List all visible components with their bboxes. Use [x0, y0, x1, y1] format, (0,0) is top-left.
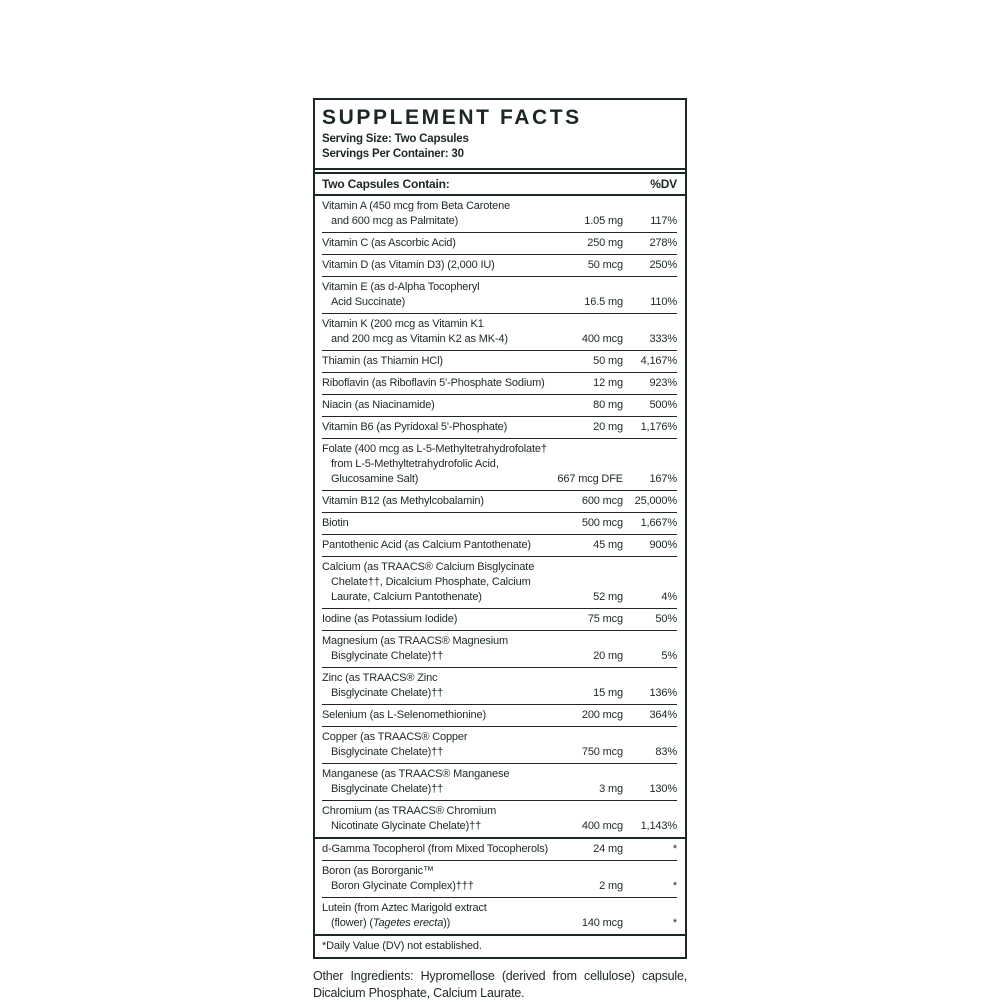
nutrient-amount: 45 mg [593, 539, 623, 551]
table-row [322, 372, 677, 394]
nutrient-name: d-Gamma Tocopherol (from Mixed Tocopherols) [322, 843, 549, 855]
table-row [322, 897, 677, 934]
nutrient-dv: * [672, 880, 677, 892]
nutrient-name: Vitamin E (as d-Alpha Tocopheryl Acid Succinate) [322, 281, 480, 308]
table-row [322, 512, 677, 534]
table-row [322, 254, 677, 276]
table-row [322, 196, 677, 232]
table-row [322, 394, 677, 416]
nutrient-dv: 4% [661, 591, 677, 603]
table-row [322, 630, 677, 667]
nutrient-name: Vitamin B6 (as Pyridoxal 5'-Phosphate) [322, 421, 508, 433]
nutrient-name: Manganese (as TRAACS® Manganese Bisglycinate Chelate)†† [322, 768, 510, 795]
panel-header [315, 100, 685, 165]
table-row [322, 490, 677, 512]
nutrient-dv: 278% [649, 237, 677, 249]
nutrient-name: Vitamin D (as Vitamin D3) (2,000 IU) [322, 259, 495, 271]
nutrient-dv: 5% [661, 650, 677, 662]
dv-footnote: *Daily Value (DV) not established. [322, 940, 482, 952]
nutrient-name: Folate (400 mcg as L-5-Methyltetrahydrofolate† from L-5-Methyltetrahydrofolic Acid, Glucosamine Salt) [322, 443, 547, 485]
nutrient-name: Copper (as TRAACS® Copper Bisglycinate Chelate)†† [322, 731, 468, 758]
nutrient-amount: 80 mg [593, 399, 623, 411]
nutrient-name: Vitamin B12 (as Methylcobalamin) [322, 495, 484, 507]
table-row [322, 276, 677, 313]
nutrient-name: Lutein (from Aztec Marigold extract (flower) (Tagetes erecta)) [322, 902, 487, 929]
nutrient-name: Magnesium (as TRAACS® Magnesium Bisglycinate Chelate)†† [322, 635, 509, 662]
nutrient-table [315, 196, 685, 837]
table-row [322, 416, 677, 438]
nutrient-amount: 15 mg [593, 687, 623, 699]
no-dv-table [315, 839, 685, 934]
nutrient-name: Riboflavin (as Riboflavin 5'-Phosphate Sodium) [322, 377, 545, 389]
nutrient-amount: 24 mg [593, 843, 623, 855]
table-row [322, 860, 677, 897]
table-row [322, 534, 677, 556]
nutrient-dv: 500% [649, 399, 677, 411]
nutrient-dv: 1,176% [640, 421, 677, 433]
nutrient-amount: 20 mg [593, 650, 623, 662]
nutrient-name: Biotin [322, 517, 349, 529]
nutrient-amount: 667 mcg DFE [557, 473, 623, 485]
nutrient-amount: 400 mcg [581, 820, 623, 832]
nutrient-name: Vitamin C (as Ascorbic Acid) [322, 237, 456, 249]
nutrient-dv: 25,000% [634, 495, 677, 507]
nutrient-amount: 12 mg [593, 377, 623, 389]
nutrient-dv: 1,667% [640, 517, 677, 529]
other-ingredients: Other Ingredients: Hypromellose (derived from cellulose) capsule, Dicalcium Phosphate, Calcium Laurate. [313, 969, 687, 1000]
table-row [322, 704, 677, 726]
nutrient-dv: * [672, 917, 677, 929]
nutrient-dv: 4,167% [640, 355, 677, 367]
servings-per-container: Servings Per Container: 30 [322, 147, 464, 160]
nutrient-dv: 1,143% [640, 820, 677, 832]
nutrient-dv: 900% [649, 539, 677, 551]
nutrient-name: Thiamin (as Thiamin HCl) [322, 355, 443, 367]
nutrient-amount: 3 mg [599, 783, 623, 795]
nutrient-name: Vitamin K (200 mcg as Vitamin K1 and 200 mcg as Vitamin K2 as MK-4) [322, 318, 508, 345]
table-row [322, 313, 677, 350]
nutrient-dv: 130% [649, 783, 677, 795]
table-row [322, 839, 677, 860]
nutrient-amount: 75 mcg [587, 613, 623, 625]
nutrient-name: Vitamin A (450 mcg from Beta Carotene and 600 mcg as Palmitate) [322, 200, 511, 227]
table-row [322, 800, 677, 837]
nutrient-amount: 400 mcg [581, 333, 623, 345]
nutrient-amount: 2 mg [599, 880, 623, 892]
table-row [322, 350, 677, 372]
nutrient-amount: 200 mcg [581, 709, 623, 721]
nutrient-dv: * [672, 843, 677, 855]
nutrient-dv: 923% [649, 377, 677, 389]
nutrient-name: Boron (as Bororganic™ Boron Glycinate Complex)††† [322, 865, 474, 892]
column-header-left: Two Capsules Contain: [322, 177, 450, 191]
nutrient-amount: 250 mg [587, 237, 623, 249]
nutrient-dv: 167% [649, 473, 677, 485]
table-row [322, 763, 677, 800]
serving-size: Serving Size: Two Capsules [322, 133, 469, 145]
table-row [322, 556, 677, 608]
nutrient-name: Chromium (as TRAACS® Chromium Nicotinate Glycinate Chelate)†† [322, 805, 497, 832]
nutrient-name: Niacin (as Niacinamide) [322, 399, 435, 411]
nutrient-amount: 750 mcg [581, 746, 623, 758]
column-header-dv: %DV [650, 177, 677, 191]
nutrient-dv: 364% [649, 709, 677, 721]
nutrient-name: Calcium (as TRAACS® Calcium Bisglycinate Chelate††, Dicalcium Phosphate, Calcium Laurate, Calcium Pantothenate) [322, 561, 535, 603]
nutrient-dv: 83% [655, 746, 677, 758]
nutrient-amount: 140 mcg [581, 917, 623, 929]
table-row [322, 232, 677, 254]
nutrient-amount: 500 mcg [581, 517, 623, 529]
nutrient-name: Iodine (as Potassium Iodide) [322, 613, 458, 625]
nutrient-amount: 52 mg [593, 591, 623, 603]
table-row [322, 438, 677, 490]
nutrient-amount: 1.05 mg [584, 215, 623, 227]
table-row [322, 726, 677, 763]
nutrient-amount: 20 mg [593, 421, 623, 433]
nutrient-amount: 16.5 mg [584, 296, 623, 308]
table-row [322, 667, 677, 704]
column-header-row [315, 174, 685, 194]
supplement-label [313, 98, 687, 1002]
nutrient-dv: 117% [650, 215, 677, 227]
nutrient-name: Zinc (as TRAACS® Zinc Bisglycinate Chelate)†† [322, 672, 444, 699]
nutrient-dv: 333% [649, 333, 677, 345]
nutrient-dv: 50% [655, 613, 677, 625]
nutrient-amount: 600 mcg [581, 495, 623, 507]
panel-title: SUPPLEMENT FACTS [322, 106, 582, 129]
nutrient-dv: 250% [649, 259, 677, 271]
nutrient-dv: 136% [649, 687, 677, 699]
nutrient-amount: 50 mg [593, 355, 623, 367]
nutrient-amount: 50 mcg [587, 259, 623, 271]
nutrient-name: Pantothenic Acid (as Calcium Pantothenate) [322, 539, 531, 551]
nutrient-dv: 110% [650, 296, 677, 308]
table-row [322, 608, 677, 630]
nutrient-name: Selenium (as L-Selenomethionine) [322, 709, 486, 721]
supplement-facts-panel [313, 98, 687, 959]
